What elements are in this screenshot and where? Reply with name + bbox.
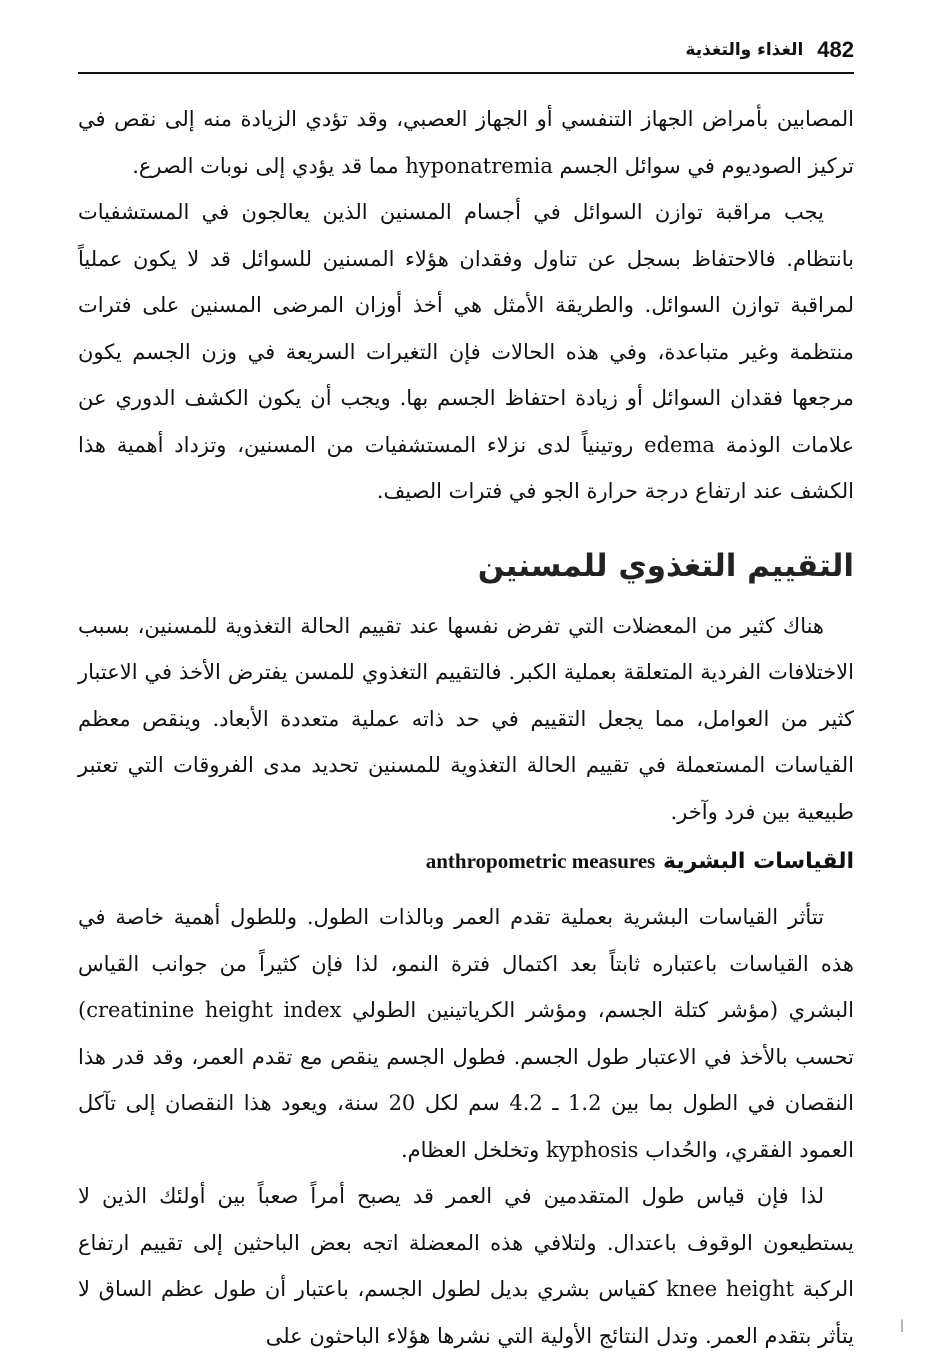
subsection-heading xyxy=(78,839,854,884)
paragraph-knee-height: لذا فإن قياس طول المتقدمين في العمر قد يصبح أمراً صعباً بين أولئك الذين لا يستطيعون الوقوف باعتدال. ولتلافي هذه المعضلة اتجه بعض الباحثين إلى تقييم ارتفاع الركبة knee height كقياس بشري بديل لطول الجسم، باعتبار أن طول عظم الساق لا يتأثر بتقدم العمر. وتدل النتائج الأولية التي نشرها هؤلاء الباحثون على xyxy=(78,1184,855,1348)
running-title: الغذاء والتغذية xyxy=(685,40,804,60)
subsection-heading-english: anthropometric measures xyxy=(425,849,656,873)
page-header xyxy=(78,28,854,72)
scan-edge-mark: | xyxy=(900,1318,905,1332)
paragraph-nutritional-assessment: هناك كثير من المعضلات التي تفرض نفسها عند تقييم الحالة التغذوية للمسنين، بسبب الاختلافات الفردية المتعلقة بعملية الكبر. فالتقييم التغذوي للمسن يفترض الأخذ في الاعتبار كثير من العوامل، مما يجعل التقييم في حد ذاته عملية متعددة الأبعاد. وينقص معظم القياسات المستعملة في تقييم الحالة التغذوية للمسنين تحديد مدى الفروقات التي تعتبر طبيعية بين فرد وآخر. xyxy=(78,613,854,824)
header-rule xyxy=(78,72,854,74)
page-body xyxy=(78,96,854,1359)
paragraph-fluid-balance: يجب مراقبة توازن السوائل في أجسام المسنين الذين يعالجون في المستشفيات بانتظام. فالاحتفاظ بسجل عن تناول وفقدان هؤلاء المسنين للسوائل قد لا يكون عملياً لمراقبة توازن السوائل. والطريقة الأمثل هي أخذ أوزان المرضى المسنين على فترات منتظمة وغير متباعدة، وفي هذه الحالات فإن التغيرات السريعة في وزن الجسم يكون مرجعها فقدان السوائل أو زيادة احتفاظ الجسم بها. ويجب أن يكون الكشف الدوري عن علامات الوذمة edema روتينياً لدى نزلاء المستشفيات من المسنين، وتزداد أهمية هذا الكشف عند ارتفاع درجة حرارة الجو في فترات الصيف. xyxy=(78,200,854,503)
paragraph-continued: المصابين بأمراض الجهاز التنفسي أو الجهاز العصبي، وقد تؤدي الزيادة منه إلى نقص في تركيز الصوديوم في سوائل الجسم hyponatremia مما قد يؤدي إلى نوبات الصرع. xyxy=(78,107,854,178)
subsection-heading-arabic: القياسات البشرية xyxy=(663,849,854,874)
section-heading: التقييم التغذوي للمسنين xyxy=(477,547,854,584)
paragraph-height-measures: تتأثر القياسات البشرية بعملية تقدم العمر وبالذات الطول. وللطول أهمية خاصة في هذه القياسات باعتباره ثابتاً بعد اكتمال فترة النمو، لذا فإن كثيراً من جوانب القياس البشري (مؤشر كتلة الجسم، ومؤشر الكرياتينين الطولي creatinine height index) تحسب بالأخذ في الاعتبار طول الجسم. فطول الجسم ينقص مع تقدم العمر، وقد قدر هذا النقصان في الطول بما بين 1.2 ـ 4.2 سم لكل 20 سنة، ويعود هذا النقصان إلى تآكل العمود الفقري، والحُداب kyphosis وتخلخل العظام. xyxy=(78,905,855,1162)
page-number: 482 xyxy=(817,37,854,62)
